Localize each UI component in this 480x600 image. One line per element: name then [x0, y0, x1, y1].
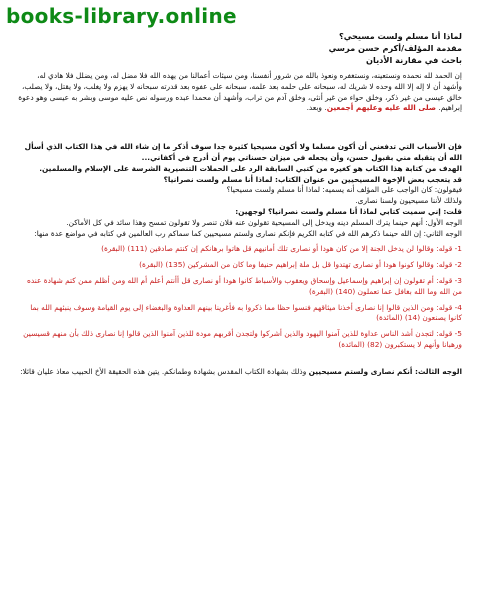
verse-3: 3- قوله: أم تقولون إن إبراهيم وإسماعيل وإسحاق ويعقوب والأسباط كانوا هودا أو نصارى قل أأنتم أعلم أم الله ومن أظلم ممن كتم شهادة عنده من الله وما الله بغافل عما تعملون (140) (البقرة)	[27, 275, 462, 296]
paragraph-aspect-three	[18, 367, 462, 378]
paragraph-praise-text: إن الحمد لله نحمده ونستعينه، ونستغفره ونعوذ بالله من شرور أنفسنا، ومن سيئات أعمالنا من يهده الله فلا مضل له، ومن يضلل فلا هادي له، وأشهد أن لا إله إلا الله وحده لا شريك له، سبحانه على حلمه بعد علمه، سبحانه على عفوه بعد قدرته سبحانه لا يهزم ولا يغلب، ولا يقتل، ولا يصلب، خالق عيسى من غير ذكر، وخلق حواء من غير أنثى، وخلق آدم من تراب، وأشهد أن محمدا عبده ورسوله نص عليه موسى وبشر به عيسى وهو دعوة إبراهيم.	[18, 71, 462, 113]
intro-heading: مقدمة المؤلف/أكرم حسن مرسي	[328, 43, 462, 53]
paragraph-aspect-two: الوجه الثاني: إن الله حينما ذكرهم الله في كتابه الكريم فإنكم نصارى ولستم مسيحيين كما سماكم رب العالمين في كتابه في مواضع عدة منها:	[34, 228, 462, 238]
paragraph-reasons	[18, 142, 462, 164]
book-title: لماذا أنا مسلم ولست مسيحي؟	[338, 31, 462, 41]
aspect-three-heading: الوجه الثالث: أنكم نصارى ولستم مسيحيين	[308, 366, 462, 376]
verse-4: 4- قوله: ومن الذين قالوا إنا نصارى أخذنا ميثاقهم فنسوا حظا مما ذكروا به فأغرينا بينهم العداوة والبغضاء إلى يوم القيامة وسوف ينبئهم الله بما كانوا يصنعون (14) (المائدة)	[30, 302, 462, 323]
paragraph-reasons-text: فإن الأسباب التي تدفعني أن أكون مسلما ولا أكون مسيحيا كثيرة جدا سوف أذكر ما إن شاء الله في هذا الكتاب الذي أسأل الله أن يتقبله مني بقبول حسن، وأن يجعله في ميزان حسناتي يوم أن أدرج في أكفاني...	[24, 142, 462, 162]
document-body	[18, 30, 462, 600]
aspect-three-text: وذلك بشهادة الكتاب المقدس بشهادة وطمانكم. يتين هذه الحقيقة الأخ الحبيب معاذ عليان قائلا:	[20, 366, 307, 376]
paragraph-because: ولذلك لأننا مسيحيون ولسنا نصارى.	[355, 196, 462, 206]
verse-2: 2- قوله: وقالوا كونوا هودا أو نصارى تهتدوا قل بل ملة إبراهيم حنيفا وما كان من المشركين (135) (البقرة)	[139, 260, 462, 270]
author-role: باحث في مقارنة الأديان	[366, 55, 462, 65]
paragraph-praise	[18, 71, 462, 114]
paragraph-aspect-one: الوجه الأول: أنهم حينما يترك المسلم دينه ويدخل إلى المسيحية تقولون عنه فلان تنصر ولا تقولون تمسح وهذا سائد في كل الأماكن.	[66, 217, 462, 227]
paragraph-praise-red: صلى الله عليه وعليهم أجمعين	[326, 103, 436, 113]
verse-1: 1- قوله: وقالوا لن يدخل الجنة إلا من كان هودا أو نصارى تلك أمانيهم قل هاتوا برهانكم إن كنتم صادقين (111) (البقرة)	[101, 244, 462, 254]
paragraph-two-aspects: قلت: إني سميت كتابي لماذا أنا مسلم ولست نصرانيا؟ لوجهين:	[235, 206, 462, 216]
paragraph-wonder: قد يتعجب بعض الإخوة المسيحيين من عنوان الكتاب: لماذا أنا مسلم ولست نصرانيا؟	[163, 174, 462, 184]
site-watermark: books-library.online	[6, 4, 237, 28]
paragraph-goal: الهدف من كتابة هذا الكتاب هو كغيره من كتبي السابقة الرد على الحملات التنصيرية الشرسة على الإسلام والمسلمين.	[39, 163, 462, 173]
paragraph-praise-end: . وبعد.	[306, 103, 327, 113]
paragraph-objection: فيقولون: كان الواجب على المؤلف أنه يسميه: لماذا أنا مسلم ولست مسيحيا؟	[226, 185, 462, 195]
verse-5: 5- قوله: لتجدن أشد الناس عداوة للذين آمنوا اليهود والذين أشركوا ولتجدن أقربهم مودة للذين آمنوا الذين قالوا إنا نصارى ذلك بأن منهم قسيسين ورهبانا وأنهم لا يستكبرون (82) (المائدة)	[23, 329, 462, 349]
